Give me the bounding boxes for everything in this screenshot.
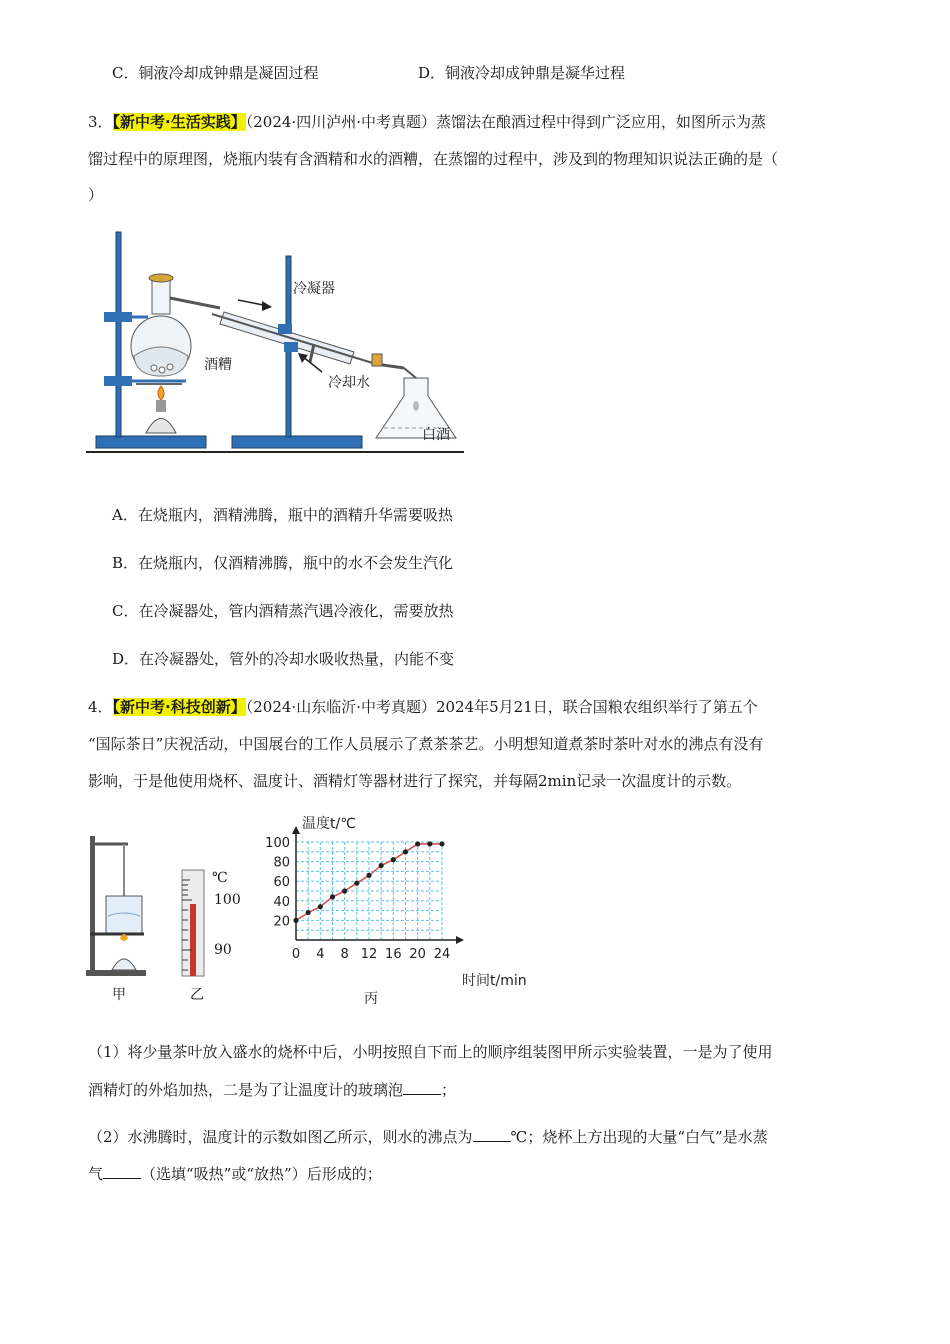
answer-blank-2[interactable]: [473, 1127, 511, 1142]
label-cooling-water: 冷却水: [328, 375, 370, 391]
q3-stem-line1: [88, 112, 766, 132]
x-tick-label: 16: [385, 947, 402, 962]
q4-sub1-end: ；: [441, 1081, 457, 1099]
thermometer: [178, 866, 208, 980]
q4-sub2-end: （选填“吸热”或“放热”）后形成的；: [141, 1165, 382, 1183]
data-point: [439, 841, 444, 846]
caption-jia: 甲: [112, 987, 126, 1003]
label-liquor: 白酒: [422, 427, 450, 443]
heating-apparatus: [84, 830, 164, 980]
y-axis-arrow: [292, 826, 300, 834]
y-tick-label: 60: [273, 875, 290, 891]
temperature-chart: [262, 812, 542, 1008]
x-tick-label: 4: [316, 947, 325, 962]
q3-stem-line2: 馏过程中的原理图，烧瓶内装有含酒精和水的酒糟，在蒸馏的过程中，涉及到的物理知识说法正确的是（: [88, 150, 779, 168]
data-point: [366, 873, 371, 878]
figure-bing: [262, 812, 542, 1008]
q4-sub2-line1: [88, 1127, 768, 1147]
data-point: [379, 863, 384, 868]
q4-stem-line1: [88, 697, 758, 717]
q4-sub2-text: （2）水沸腾时，温度计的示数如图乙所示，则水的沸点为: [88, 1128, 473, 1146]
q4-tag: 【新中考·科技创新】: [112, 698, 246, 716]
y-tick-label: 20: [273, 914, 290, 930]
q2-option-d: D．铜液冷却成钟鼎是凝华过程: [418, 64, 626, 82]
thermometer-unit: ℃: [212, 870, 228, 886]
q3-option-a: A．在烧瓶内，酒精沸腾，瓶中的酒精升华需要吸热: [112, 506, 453, 524]
x-tick-label: 12: [360, 947, 378, 962]
data-point: [330, 894, 335, 899]
x-tick-label: 8: [340, 947, 349, 962]
data-point: [342, 888, 347, 893]
data-point: [306, 910, 311, 915]
figure-yi: [178, 866, 248, 1005]
q4-sub1-line2: [88, 1080, 456, 1100]
q4-stem-line3: 影响，于是他使用烧杯、温度计、酒精灯等器材进行了探究，并每隔2min记录一次温度计的示数。: [88, 772, 742, 790]
caption-yi: 乙: [190, 987, 204, 1003]
q3-line1-text: （2024·四川泸州·中考真题）蒸馏法在酿酒过程中得到广泛应用，如图所示为蒸: [245, 113, 766, 131]
y-tick-label: 80: [273, 855, 290, 871]
chart-ylabel: 温度t/℃: [302, 816, 356, 832]
q4-sub1-text: 酒精灯的外焰加热，二是为了让温度计的玻璃泡: [88, 1081, 404, 1099]
q4-line1-text: （2024·山东临沂·中考真题）2024年5月21日，联合国粮农组织举行了第五个: [245, 698, 758, 716]
q4-sub2-mid: ℃；烧杯上方出现的大量“白气”是水蒸: [510, 1128, 768, 1146]
q2-option-c: C．铜液冷却成钟鼎是凝固过程: [112, 64, 319, 82]
q4-sub2-line2: [88, 1164, 382, 1184]
data-point: [391, 857, 396, 862]
q3-option-c: C．在冷凝器处，管内酒精蒸汽遇冷液化，需要放热: [112, 602, 454, 620]
q3-option-d: D．在冷凝器处，管外的冷却水吸收热量，内能不变: [112, 650, 455, 668]
data-point: [403, 849, 408, 854]
q4-stem-line2: “国际茶日”庆祝活动，中国展台的工作人员展示了煮茶茶艺。小明想知道煮茶时茶叶对水的沸点有没有: [88, 735, 764, 753]
data-point: [427, 841, 432, 846]
data-point: [354, 881, 359, 886]
q3-tag: 【新中考·生活实践】: [112, 113, 246, 131]
chart-xlabel: 时间t/min: [462, 973, 527, 989]
thermometer-100: 100: [214, 892, 241, 908]
data-point: [415, 841, 420, 846]
q3-option-b: B．在烧瓶内，仅酒精沸腾，瓶中的水不会发生汽化: [112, 554, 454, 572]
x-tick-label: 0: [291, 947, 301, 962]
q4-sub2-qi: 气: [88, 1165, 104, 1183]
answer-blank-1[interactable]: [403, 1080, 441, 1095]
label-condenser: 冷凝器: [293, 281, 335, 297]
distillation-figure: [86, 228, 486, 460]
q3-number: 3．: [88, 113, 113, 131]
chart-grid: [296, 842, 442, 940]
x-axis-arrow: [456, 936, 464, 944]
answer-blank-3[interactable]: [103, 1164, 141, 1179]
q4-number: 4．: [88, 698, 113, 716]
q4-sub1-line1: （1）将少量茶叶放入盛水的烧杯中后，小明按照自下而上的顺序组装图甲所示实验装置，一是为了使用: [88, 1043, 773, 1061]
y-tick-label: 40: [273, 894, 290, 910]
q3-stem-line3: ）: [88, 186, 104, 204]
figure-jia: [84, 830, 164, 1005]
y-tick-label: 100: [265, 836, 290, 851]
x-tick-label: 24: [433, 947, 451, 962]
data-point: [318, 904, 323, 909]
data-point: [293, 918, 298, 923]
chart-ticks: [265, 836, 450, 962]
label-mash: 酒糟: [204, 357, 232, 373]
thermometer-90: 90: [214, 942, 232, 958]
x-tick-label: 20: [409, 947, 426, 962]
caption-bing: 丙: [364, 991, 378, 1007]
